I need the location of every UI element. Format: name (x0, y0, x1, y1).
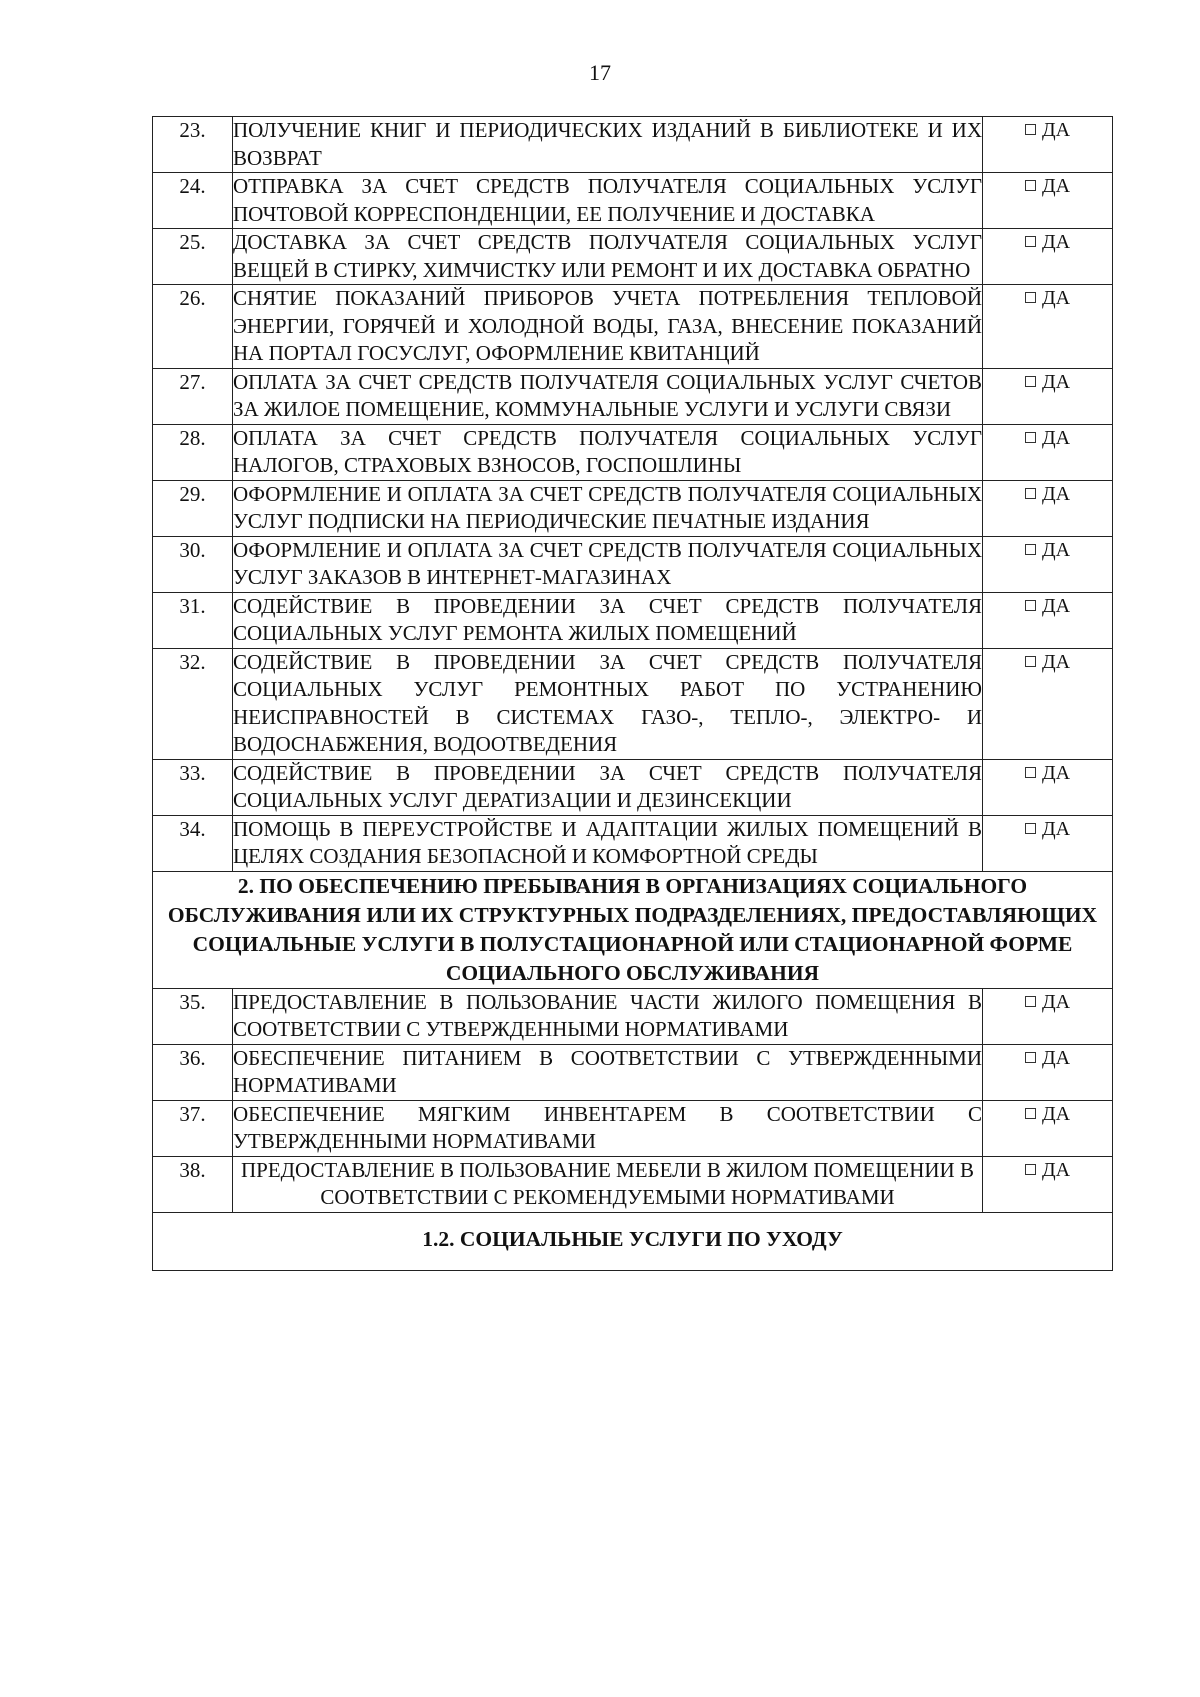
service-description: СНЯТИЕ ПОКАЗАНИЙ ПРИБОРОВ УЧЕТА ПОТРЕБЛЕНИЯ ТЕПЛОВОЙ ЭНЕРГИИ, ГОРЯЧЕЙ И ХОЛОДНОЙ ВОДЫ, ГАЗА, ВНЕСЕНИЕ ПОКАЗАНИЙ НА ПОРТАЛ ГОСУСЛУГ, ОФОРМЛЕНИЕ КВИТАНЦИЙ (233, 285, 983, 369)
yes-option-cell (983, 536, 1113, 592)
section-heading-row (153, 1212, 1113, 1270)
yes-label: ДА (1041, 1046, 1071, 1069)
checkbox-icon[interactable] (1025, 656, 1036, 667)
service-description: ПОЛУЧЕНИЕ КНИГ И ПЕРИОДИЧЕСКИХ ИЗДАНИЙ В БИБЛИОТЕКЕ И ИХ ВОЗВРАТ (233, 117, 983, 173)
service-row (153, 815, 1113, 871)
checkbox-icon[interactable] (1025, 180, 1036, 191)
checkbox-icon[interactable] (1025, 544, 1036, 555)
yes-label: ДА (1041, 370, 1071, 393)
row-number: 29. (153, 480, 233, 536)
page-number: 17 (589, 60, 611, 85)
service-description: СОДЕЙСТВИЕ В ПРОВЕДЕНИИ ЗА СЧЕТ СРЕДСТВ ПОЛУЧАТЕЛЯ СОЦИАЛЬНЫХ УСЛУГ РЕМОНТНЫХ РАБОТ ПО УСТРАНЕНИЮ НЕИСПРАВНОСТЕЙ В СИСТЕМАХ ГАЗО-, ТЕПЛО-, ЭЛЕКТРО- И ВОДОСНАБЖЕНИЯ, ВОДООТВЕДЕНИЯ (233, 648, 983, 759)
checkbox-icon[interactable] (1025, 1108, 1036, 1119)
checkbox-icon[interactable] (1025, 767, 1036, 778)
row-number: 33. (153, 759, 233, 815)
yes-option-cell (983, 1156, 1113, 1212)
yes-label: ДА (1041, 1102, 1071, 1125)
service-row (153, 368, 1113, 424)
row-number: 35. (153, 988, 233, 1044)
yes-label: ДА (1041, 650, 1071, 673)
service-row (153, 536, 1113, 592)
checkbox-icon[interactable] (1025, 600, 1036, 611)
service-description: ОФОРМЛЕНИЕ И ОПЛАТА ЗА СЧЕТ СРЕДСТВ ПОЛУЧАТЕЛЯ СОЦИАЛЬНЫХ УСЛУГ ЗАКАЗОВ В ИНТЕРНЕТ-МАГАЗИНАХ (233, 536, 983, 592)
service-description: ОПЛАТА ЗА СЧЕТ СРЕДСТВ ПОЛУЧАТЕЛЯ СОЦИАЛЬНЫХ УСЛУГ НАЛОГОВ, СТРАХОВЫХ ВЗНОСОВ, ГОСПОШЛИНЫ (233, 424, 983, 480)
row-number: 38. (153, 1156, 233, 1212)
service-description: ПРЕДОСТАВЛЕНИЕ В ПОЛЬЗОВАНИЕ МЕБЕЛИ В ЖИЛОМ ПОМЕЩЕНИИ В СООТВЕТСТВИИ С РЕКОМЕНДУЕМЫМИ НОРМАТИВАМИ (233, 1156, 983, 1212)
service-row (153, 424, 1113, 480)
yes-option-cell (983, 480, 1113, 536)
yes-option-cell (983, 117, 1113, 173)
row-number: 36. (153, 1044, 233, 1100)
checkbox-icon[interactable] (1025, 996, 1036, 1007)
service-row (153, 117, 1113, 173)
yes-option-cell (983, 229, 1113, 285)
service-description: ПРЕДОСТАВЛЕНИЕ В ПОЛЬЗОВАНИЕ ЧАСТИ ЖИЛОГО ПОМЕЩЕНИЯ В СООТВЕТСТВИИ С УТВЕРЖДЕННЫМИ НОРМАТИВАМИ (233, 988, 983, 1044)
service-description: СОДЕЙСТВИЕ В ПРОВЕДЕНИИ ЗА СЧЕТ СРЕДСТВ ПОЛУЧАТЕЛЯ СОЦИАЛЬНЫХ УСЛУГ РЕМОНТА ЖИЛЫХ ПОМЕЩЕНИЙ (233, 592, 983, 648)
yes-option-cell (983, 173, 1113, 229)
checkbox-icon[interactable] (1025, 1052, 1036, 1063)
service-row (153, 1044, 1113, 1100)
yes-label: ДА (1041, 761, 1071, 784)
service-description: ОПЛАТА ЗА СЧЕТ СРЕДСТВ ПОЛУЧАТЕЛЯ СОЦИАЛЬНЫХ УСЛУГ СЧЕТОВ ЗА ЖИЛОЕ ПОМЕЩЕНИЕ, КОММУНАЛЬНЫЕ УСЛУГИ И УСЛУГИ СВЯЗИ (233, 368, 983, 424)
yes-label: ДА (1041, 231, 1071, 253)
section-2-block (153, 871, 1113, 988)
checkbox-icon[interactable] (1025, 376, 1036, 387)
section-12-block (153, 1212, 1113, 1270)
checkbox-icon[interactable] (1025, 124, 1036, 135)
yes-option-cell (983, 815, 1113, 871)
row-number: 37. (153, 1100, 233, 1156)
service-row (153, 592, 1113, 648)
yes-option-cell (983, 759, 1113, 815)
service-row (153, 1156, 1113, 1212)
row-number: 34. (153, 815, 233, 871)
service-row (153, 229, 1113, 285)
yes-label: ДА (1041, 538, 1071, 561)
service-description: ОБЕСПЕЧЕНИЕ МЯГКИМ ИНВЕНТАРЕМ В СООТВЕТСТВИИ С УТВЕРЖДЕННЫМИ НОРМАТИВАМИ (233, 1100, 983, 1156)
checkbox-icon[interactable] (1025, 292, 1036, 303)
yes-label: ДА (1041, 119, 1071, 141)
yes-option-cell (983, 424, 1113, 480)
service-description: ОБЕСПЕЧЕНИЕ ПИТАНИЕМ В СООТВЕТСТВИИ С УТВЕРЖДЕННЫМИ НОРМАТИВАМИ (233, 1044, 983, 1100)
services-table (152, 116, 1113, 1271)
service-description: ПОМОЩЬ В ПЕРЕУСТРОЙСТВЕ И АДАПТАЦИИ ЖИЛЫХ ПОМЕЩЕНИЙ В ЦЕЛЯХ СОЗДАНИЯ БЕЗОПАСНОЙ И КОМФОРТНОЙ СРЕДЫ (233, 815, 983, 871)
section-heading-row (153, 871, 1113, 988)
yes-label: ДА (1041, 817, 1071, 840)
yes-label: ДА (1041, 426, 1071, 449)
service-row (153, 988, 1113, 1044)
yes-option-cell (983, 988, 1113, 1044)
checkbox-icon[interactable] (1025, 488, 1036, 499)
yes-option-cell (983, 1100, 1113, 1156)
service-row (153, 648, 1113, 759)
yes-label: ДА (1041, 594, 1071, 617)
yes-label: ДА (1041, 990, 1071, 1013)
service-description: ОФОРМЛЕНИЕ И ОПЛАТА ЗА СЧЕТ СРЕДСТВ ПОЛУЧАТЕЛЯ СОЦИАЛЬНЫХ УСЛУГ ПОДПИСКИ НА ПЕРИОДИЧЕСКИЕ ПЕЧАТНЫЕ ИЗДАНИЯ (233, 480, 983, 536)
checkbox-icon[interactable] (1025, 823, 1036, 834)
row-number: 28. (153, 424, 233, 480)
services-rows-b (153, 988, 1113, 1212)
row-number: 31. (153, 592, 233, 648)
checkbox-icon[interactable] (1025, 432, 1036, 443)
service-description: СОДЕЙСТВИЕ В ПРОВЕДЕНИИ ЗА СЧЕТ СРЕДСТВ ПОЛУЧАТЕЛЯ СОЦИАЛЬНЫХ УСЛУГ ДЕРАТИЗАЦИИ И ДЕЗИНСЕКЦИИ (233, 759, 983, 815)
yes-option-cell (983, 285, 1113, 369)
row-number: 26. (153, 285, 233, 369)
yes-option-cell (983, 648, 1113, 759)
yes-label: ДА (1041, 1158, 1071, 1181)
yes-label: ДА (1041, 287, 1071, 309)
yes-label: ДА (1041, 482, 1071, 505)
section-2-heading: 2. ПО ОБЕСПЕЧЕНИЮ ПРЕБЫВАНИЯ В ОРГАНИЗАЦИЯХ СОЦИАЛЬНОГО ОБСЛУЖИВАНИЯ ИЛИ ИХ СТРУКТУРНЫХ ПОДРАЗДЕЛЕНИЯХ, ПРЕДОСТАВЛЯЮЩИХ СОЦИАЛЬНЫЕ УСЛУГИ В ПОЛУСТАЦИОНАРНОЙ ИЛИ СТАЦИОНАРНОЙ ФОРМЕ СОЦИАЛЬНОГО ОБСЛУЖИВАНИЯ (153, 871, 1113, 988)
row-number: 23. (153, 117, 233, 173)
yes-option-cell (983, 592, 1113, 648)
row-number: 25. (153, 229, 233, 285)
service-row (153, 1100, 1113, 1156)
service-description: ДОСТАВКА ЗА СЧЕТ СРЕДСТВ ПОЛУЧАТЕЛЯ СОЦИАЛЬНЫХ УСЛУГ ВЕЩЕЙ В СТИРКУ, ХИМЧИСТКУ ИЛИ РЕМОНТ И ИХ ДОСТАВКА ОБРАТНО (233, 229, 983, 285)
row-number: 32. (153, 648, 233, 759)
checkbox-icon[interactable] (1025, 1164, 1036, 1175)
service-row (153, 480, 1113, 536)
service-description: ОТПРАВКА ЗА СЧЕТ СРЕДСТВ ПОЛУЧАТЕЛЯ СОЦИАЛЬНЫХ УСЛУГ ПОЧТОВОЙ КОРРЕСПОНДЕНЦИИ, ЕЕ ПОЛУЧЕНИЕ И ДОСТАВКА (233, 173, 983, 229)
services-rows-a (153, 117, 1113, 872)
service-row (153, 759, 1113, 815)
yes-option-cell (983, 1044, 1113, 1100)
row-number: 24. (153, 173, 233, 229)
row-number: 27. (153, 368, 233, 424)
checkbox-icon[interactable] (1025, 236, 1036, 247)
section-1-2-heading: 1.2. СОЦИАЛЬНЫЕ УСЛУГИ ПО УХОДУ (153, 1212, 1113, 1270)
row-number: 30. (153, 536, 233, 592)
yes-label: ДА (1041, 175, 1071, 197)
service-row (153, 173, 1113, 229)
service-row (153, 285, 1113, 369)
yes-option-cell (983, 368, 1113, 424)
